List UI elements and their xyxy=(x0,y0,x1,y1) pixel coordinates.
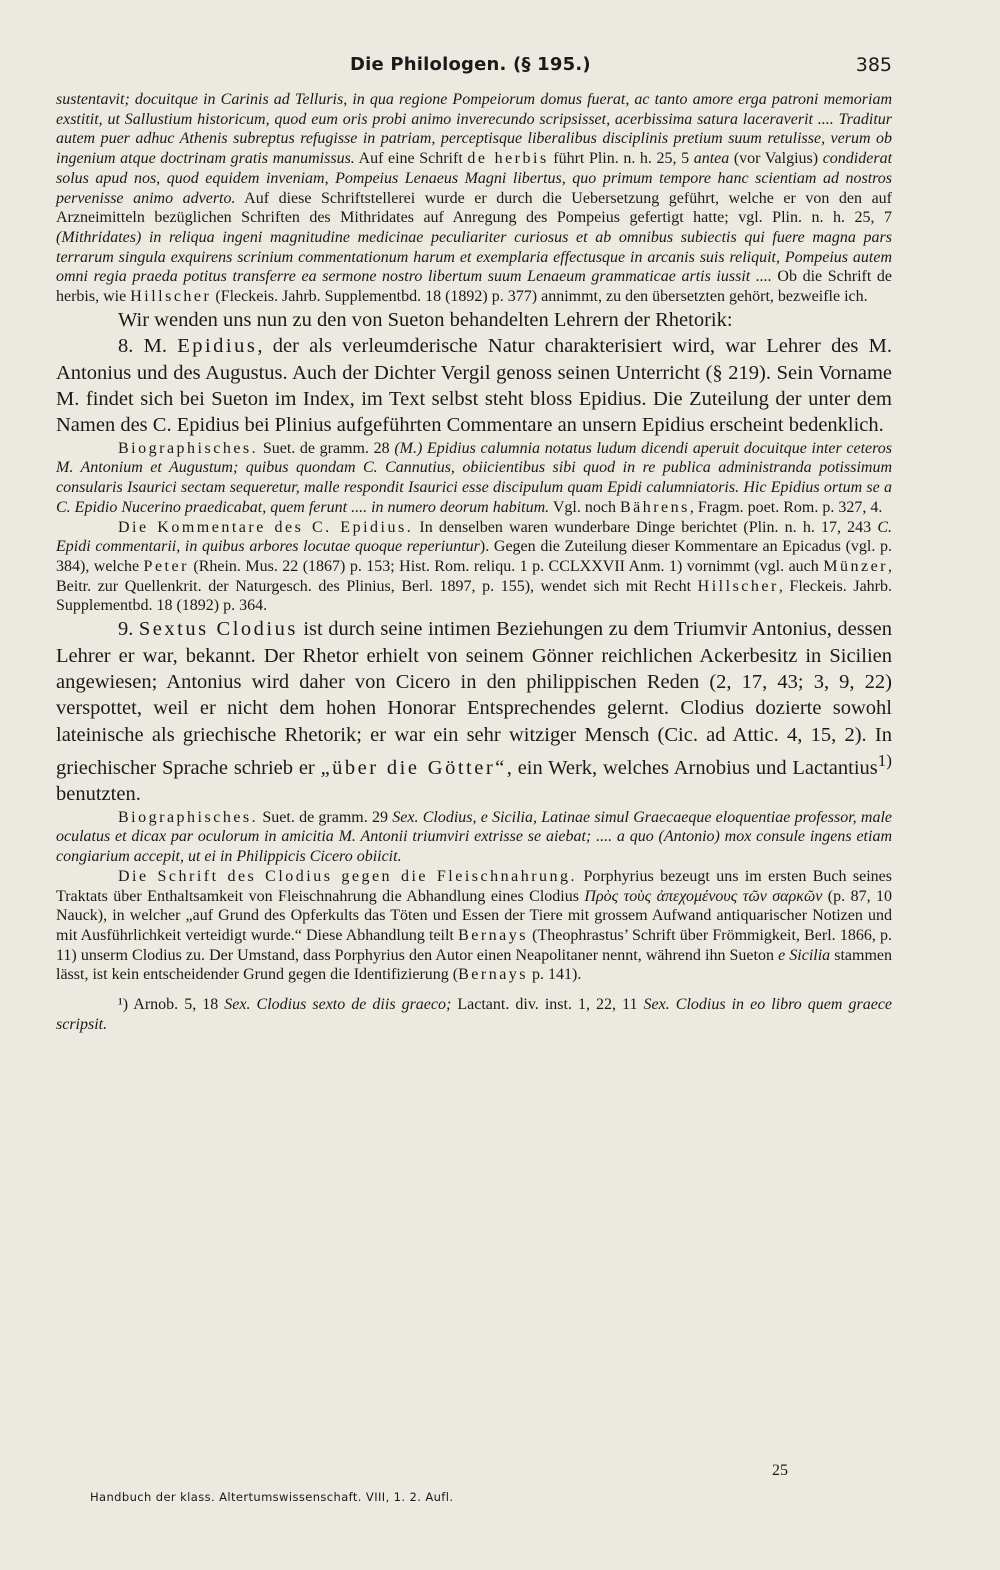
text: , Fragm. poet. Rom. p. 327, 4. xyxy=(689,498,883,516)
spaced-title: de herbis xyxy=(467,150,549,168)
text: (Fleckeis. Jahrb. Supplementbd. 18 (1892) p. 377) annimmt, zu den übersetzten gehört, bezweifle ich. xyxy=(211,288,868,306)
note-clodius-treatise xyxy=(56,867,892,985)
work-title: „über die Götter“ xyxy=(320,756,507,779)
person-name: Epidius xyxy=(177,335,258,358)
latin-quote: C. Epidi commentarii, in quibus arbores locutae quoque reperiuntur xyxy=(56,518,893,556)
text: , der als verleumderische Natur charakterisiert wird, war Lehrer des M. Antonius und des Augustus. Auch der Dichter Vergil genoss seinen Unterricht (§ 219). Sein Vorname M. findet sich bei Sueton im Index, im Text selbst steht bloss Epidius. Die Zuteilung der unter dem Namen des C. Epidius bei Plinius aufgeführten Commentare an unsern Epidius erscheint bedenklich. xyxy=(56,335,892,437)
running-title: Die Philologen. (§ 195.) xyxy=(350,54,591,75)
latin-quote: Sex. Clodius sexto de diis graeco; xyxy=(224,996,452,1014)
text: ). Gegen die Zuteilung dieser Kommentare an Epicadus (vgl. p. 384), welche xyxy=(56,538,893,575)
text: 8. M. xyxy=(118,335,178,358)
person-name: Sextus Clodius xyxy=(138,618,298,641)
note-clodius-biography xyxy=(56,808,892,867)
latin-quote: condiderat solus apud nos, quod equidem inveniam, Pompeius Lenaeus Magni libertus, quo primum tempore hanc scientiam ad nostros pervenisse animo adverto. xyxy=(56,150,893,207)
text: , Fleckeis. Jahrb. Supplementbd. 18 (1892) p. 364. xyxy=(56,577,892,615)
text: (Theophrastus’ Schrift über Frömmigkeit, Berl. 1866, p. 11) unserm Clodius zu. Der Umstand, dass Porphyrius den Autor einen Neapolitaner nennt, während ihn Sueton xyxy=(56,926,893,964)
text: Suet. de gramm. 29 xyxy=(258,808,393,826)
latin-quote: (Mithridates) in reliqua ingeni magnitudine medicinae peculiariter curiosus et ab omnibus subiectis qui fuere magna pars terrarum singula exquirens scrinium commentationum harum et exemplaria effectusque in arcanis suis reliquit, Pompeius autem omni regia praeda potitus transferre ea sermone nostro libertum suum Lenaeum grammaticae artis iussit .... xyxy=(56,228,892,286)
note-epidius-commentaries xyxy=(56,518,892,617)
paragraph-sextus-clodius xyxy=(56,616,892,808)
footnote xyxy=(56,995,892,1034)
text: Porphyrius bezeugt uns im ersten Buch seines Traktats über Enthaltsamkeit von Fleischnahrung die Abhandlung eines Clodius xyxy=(56,867,892,905)
text: (p. 87, 10 Nauck), in welcher „auf Grund des Opferkults das Töten und Essen der Tiere mit grossem Aufwand antiquarischer Notizen und mit Ausführlichkeit verteidigt wurde.“ Diese Abhandlung teilt xyxy=(56,887,893,944)
latin-quote: sustentavit; docuitque in Carinis ad Telluris, in qua regione Pompeiorum domus fuerat, ac tanto amore erga patroni memoriam exstitit, ut Sallustium historicum, quod eum oris probi animo inverecundo scripsisset, acerbissima satura laceraverit .... Traditur autem puer adhuc Athenis subreptus refugisse in patriam, perceptisque liberalibus disciplinis pretium suum retulisse, verum ob ingenium atque doctrinam gratis manumissus. xyxy=(56,91,892,168)
latin-quote: Sex. Clodius, e Sicilia, Latinae simul Graecaeque eloquentiae professor, male oculatus et dicax par oculorum in amicitia M. Antonii triumviri extrisse se aiebat; .... a quo (Antonio) mox consule ingens etiam congiarium accepit, ut ei in Philippicis Cicero obiicit. xyxy=(56,808,892,866)
paragraph-lenaeus xyxy=(56,90,892,307)
author-name: Bährens xyxy=(619,498,690,516)
text: Suet. de gramm. 28 xyxy=(258,439,395,457)
author-name: Münzer xyxy=(823,557,888,575)
text: benutzten. xyxy=(56,783,141,806)
page-number: 385 xyxy=(855,54,892,76)
latin-quote: e Sicilia xyxy=(778,946,831,964)
text: führt Plin. n. h. 25, 5 xyxy=(548,150,694,168)
author-name: Hillscher xyxy=(697,577,779,595)
text: stammen lässt, ist kein entscheidender Grund gegen die Identifizierung ( xyxy=(56,946,893,984)
section-label: Biographisches. xyxy=(118,808,259,826)
author-name: Bernays xyxy=(458,966,529,984)
text: p. 141). xyxy=(528,966,582,984)
text: ist durch seine intimen Beziehungen zu dem Triumvir Antonius, dessen Lehrer er war, bekannt. Der Rhetor erhielt von seinem Gönner reichlichen Ackerbesitz in Sicilien angewiesen; Antonius wird daher von Cicero in den philippischen Reden (2, 17, 43; 3, 9, 22) verspottet, weil er nicht dem hohen Honorar Entsprechendes gelernt. Clodius dozierte sowohl lateinische als griechische Rhetorik; er war ein sehr witziger Mensch (Cic. ad Attic. 4, 15, 2). In griechischer Sprache schrieb er xyxy=(56,618,893,779)
text: Auf diese Schriftstellerei wurde er durch die Uebersetzung geführt, welche er von den auf Arzneimitteln bezüglichen Schriften des Mithridates auf Anregung des Pompeius gefertigt hatte; vgl. Plin. n. h. 25, 7 xyxy=(56,189,892,227)
section-label: Die Kommentare des C. Epidius. xyxy=(118,518,414,536)
text: , ein Werk, welches Arnobius und Lactantius xyxy=(506,756,878,779)
text: Vgl. noch xyxy=(549,498,620,516)
section-label: Biographisches. xyxy=(118,439,259,457)
text: Ob die Schrift de herbis, wie xyxy=(56,268,893,306)
latin-quote: Sex. Clodius in eo libro quem graece scripsit. xyxy=(56,996,893,1033)
footnote-ref: 1) xyxy=(877,751,892,771)
text: (Rhein. Mus. 22 (1867) p. 153; Hist. Rom. reliqu. 1 p. CCLXXVII Anm. 1) vornimmt (vgl. auch xyxy=(188,557,824,575)
note-epidius-biography xyxy=(56,439,892,518)
paragraph-epidius xyxy=(56,333,892,439)
text: Auf eine Schrift xyxy=(354,150,468,168)
section-label: Die Schrift des Clodius gegen die Fleischnahrung. xyxy=(118,867,578,885)
greek-title: Πρὸς τοὺς ἀπεχομένους τῶν σαρκῶν xyxy=(584,887,823,905)
paragraph-rhetoric-intro: Wir wenden uns nun zu den von Sueton behandelten Lehrern der Rhetorik: xyxy=(118,308,733,331)
page-header xyxy=(56,50,892,90)
text: , Beitr. zur Quellenkrit. der Naturgesch. des Plinius, Berl. 1897, p. 155), wendet sich mit Recht xyxy=(56,557,892,595)
text: ¹) Arnob. 5, 18 xyxy=(118,996,225,1014)
latin-quote: (M.) Epidius calumnia notatus ludum dicendi aperuit docuitque inter ceteros M. Antonium et Augustum; quibus quondam C. Cannutius, obiicientibus sibi quod in re publica administranda potissimum consularis Isaurici sectam sequeretur, malle respondit Isaurici esse discipulum quam Epidi calumniatoris. Hic Epidius ortum se a C. Epidio Nucerino praedicabat, quem ferunt .... in numero deorum habitum. xyxy=(56,439,892,516)
text: (vor Valgius) xyxy=(729,150,823,168)
text: In denselben waren wunderbare Dinge berichtet (Plin. n. h. 17, 243 xyxy=(413,518,878,536)
text: Lactant. div. inst. 1, 22, 11 xyxy=(451,996,644,1014)
author-name: Peter xyxy=(143,557,189,575)
latin-quote: antea xyxy=(693,150,730,168)
text: 9. xyxy=(118,618,139,641)
author-name: Hillscher xyxy=(130,288,212,306)
page-footer: Handbuch der klass. Altertumswissenschaft. VIII, 1. 2. Aufl. xyxy=(90,1490,454,1504)
author-name: Bernays xyxy=(458,926,528,944)
signature-mark: 25 xyxy=(772,1462,788,1479)
